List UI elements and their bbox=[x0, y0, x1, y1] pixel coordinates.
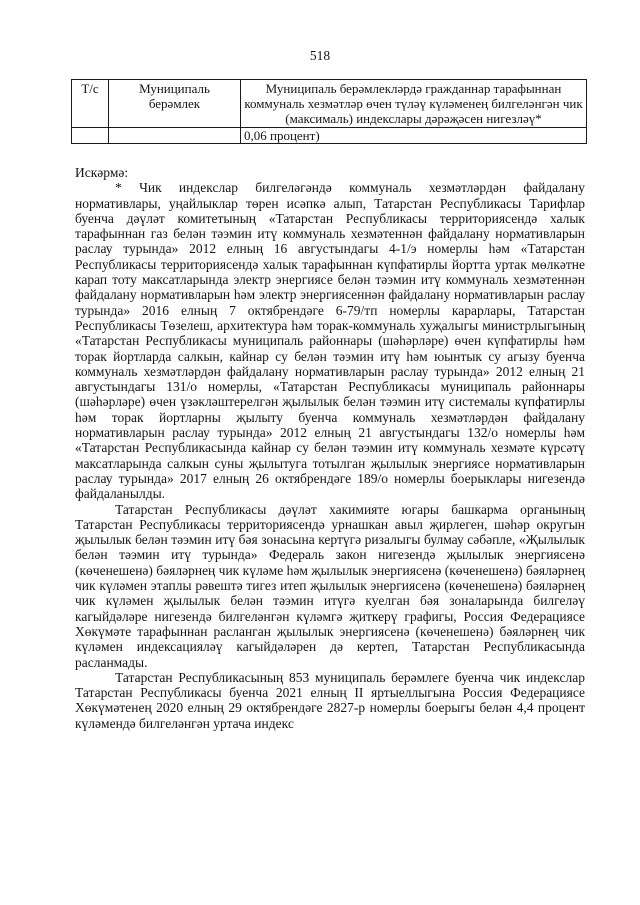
document-body bbox=[75, 165, 585, 731]
table-cell bbox=[72, 128, 109, 144]
body-paragraph: Татарстан Республикасының 853 муниципаль берәмлеге буенча чик индекслар Татарстан Республикасы буенча 2021 елның II яртыеллыгына Россия Федерациясе Хөкүмәтенең 2020 елның 29 октябрендәге 2827-р номерлы боерыгы белән 4,4 процент күләмендә билгеләнгән уртача индекс bbox=[75, 669, 585, 731]
table-header-cell: Муниципаль берәмлек bbox=[109, 80, 241, 128]
body-paragraph: Татарстан Республикасы дәүләт хакимияте югары башкарма органының Татарстан Республикасы территориясендә урнашкан авыл җирлеген, шәһәр округын җылылык белән тәэмин итү бәя зонасына кертүгә ризалыгы булмау сәбәпле, «Җылылык белән тәэмин итү турында» Федераль закон нигезендә җылылык энергиясенә (көченешенә) бәяләрнең чик күләме һәм җылылык энергиясенә (көченешенә) бәяләрнең чик күләмен этаплы рәвештә тигез итеп җылылык энергиясенә (көченешенә) бәяләрнең чик күләмен җылылык белән тәэмин итүгә куелган бәя зоналарында билгеләү кагыйдәләре нигезендә билгеләнгән күләмгә җиткерү графигы, Россия Федерациясе Хөкүмәте тарафыннан расланган җылылык энергиясенә (көченешенә) бәяләрнең чик күләмен индексацияләү кагыйдәләрен дә кертеп, Татарстан Республикасында расланмады. bbox=[75, 501, 585, 670]
table-header-cell: Муниципаль берәмлекләрдә гражданнар тарафыннан коммуналь хезмәтләр өчен түләү күләменең билгеләнгән чик (максималь) индекслары дәрәҗәсен нигезләү* bbox=[241, 80, 587, 128]
table-header-row bbox=[72, 80, 587, 128]
table-row bbox=[72, 128, 587, 144]
header-table bbox=[71, 79, 587, 144]
table-cell bbox=[109, 128, 241, 144]
table-cell: 0,06 процент) bbox=[241, 128, 587, 144]
page-number: 518 bbox=[309, 48, 331, 63]
table-header-cell: Т/с bbox=[72, 80, 109, 128]
note-label: Искәрмә: bbox=[75, 165, 129, 180]
footnote-paragraph: * Чик индекслар билгеләгәндә коммуналь хезмәтләрдән файдалану нормативлары, уңайлыклар төрен исәпкә алып, Татарстан Республикасы Тарифлар буенча дәүләт комитетының «Татарстан Республикасы территориясендә халык тарафыннан газ белән тәэмин итү коммуналь хезмәтеннән файдалану нормативларын раслау турында» 2012 елның 16 августындагы 4-1/э номерлы һәм «Татарстан Республикасы территориясендә халык тарафыннан күпфатирлы йортта уртак мөлкәтне карап тоту максатларында электр энергиясе белән тәэмин итү коммуналь хезмәтеннән файдалану нормативларын һәм электр энергиясеннән файдалану нормативларын раслау турында» 2016 елның 7 октябрендәге 6-79/тп номерлы карарлары, Татарстан Республикасы Төзелеш, архитектура һәм торак-коммуналь хуҗалыгы министрлыгының «Татарстан Республикасы муниципаль районнары (шәһәрләре) өчен күпфатирлы һәм торак йортларда салкын, кайнар су белән тәэмин итү һәм юынтык су агызу буенча коммуналь хезмәтләрдән файдалану нормативларын раслау турында» 2012 елның 21 августындагы 131/о номерлы, «Татарстан Республикасы муниципаль районнары (шәһәрләре) өчен үзәкләштерелгән җылылык белән тәэмин итү системалы күпфатирлы һәм торак йортларны җылыту буенча коммуналь хезмәтләрдән файдалану нормативларын раслау турында» 2012 елның 21 августындагы 132/о номерлы һәм «Татарстан Республикасында кайнар су белән тәэмин итү коммуналь хезмәте күрсәтү максатларында салкын суны җылытуга тотылган җылылык энергиясе нормативларын раслау турында» 2017 елның 26 октябрендәге 189/о номерлы боерыклары нигезендә файдаланылды. bbox=[75, 180, 585, 502]
